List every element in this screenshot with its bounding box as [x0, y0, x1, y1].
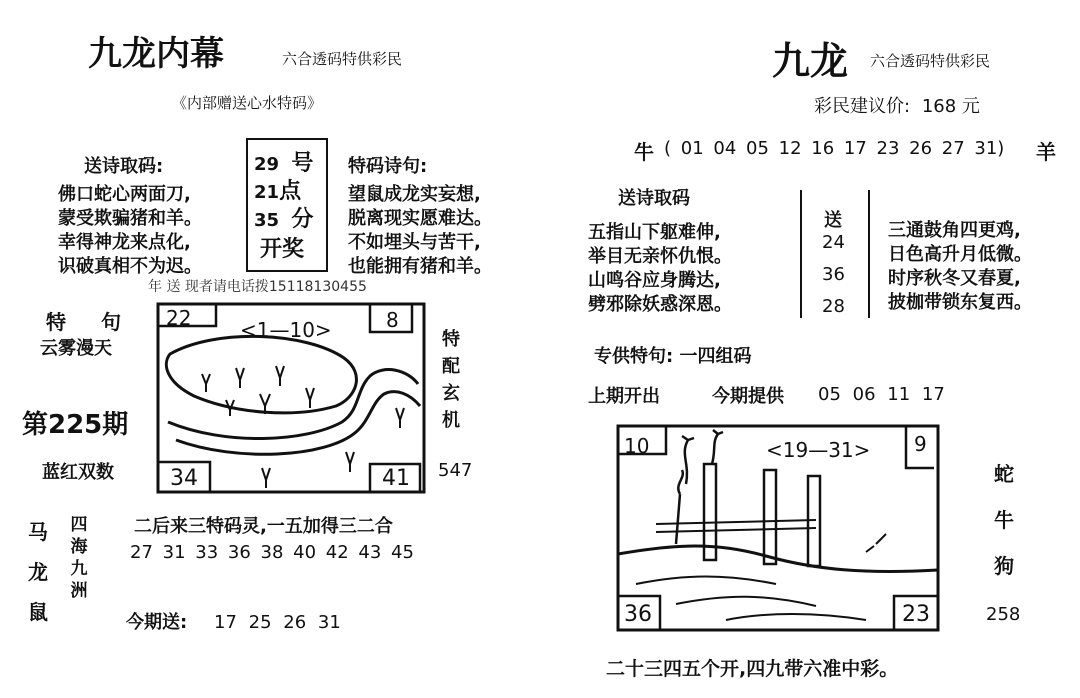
right-sketch-picture — [616, 424, 940, 632]
last-issue-label: 上期开出 — [588, 386, 660, 407]
left-zodiac-rat: 鼠 — [28, 600, 48, 624]
draw-hour-unit: 点 — [279, 179, 302, 204]
left-send-poem-line: 幸得神龙来点化, — [58, 232, 191, 253]
right-pic-bottom-right-number: 23 — [902, 602, 930, 627]
left-special-poem-line: 也能拥有猪和羊。 — [348, 256, 492, 277]
draw-minute-value: 35 — [254, 210, 280, 231]
left-special-poem-line: 望鼠成龙实妄想, — [348, 184, 481, 205]
left-send-poem-line: 蒙受欺骗猪和羊。 — [58, 208, 202, 229]
left-pic-top-left-number: 22 — [166, 306, 192, 330]
left-send-poem-line: 佛口蛇心两面刀, — [58, 184, 191, 205]
left-note: 《内部赠送心水特码》 — [172, 94, 323, 112]
four-seas-vertical: 四海九洲 — [70, 515, 88, 601]
right-title: 九龙 — [772, 38, 849, 83]
price-label: 彩民建议价: — [814, 96, 911, 117]
send-box-right-border — [868, 190, 870, 318]
send-box-number: 24 — [822, 232, 845, 253]
left-special-poem-line: 不如埋头与苦干, — [348, 232, 481, 253]
right-poem2-line: 时序秋冬又春夏, — [888, 268, 1021, 289]
right-send-poem-heading: 送诗取码 — [618, 188, 690, 209]
right-send-poem-line: 举目无亲怀仇恨。 — [588, 246, 732, 267]
left-sketch-picture — [156, 302, 426, 494]
right-send-poem-line: 五指山下躯难伸, — [588, 222, 721, 243]
now-issue-numbers: 05 06 11 17 — [818, 384, 945, 405]
left-special-poem-line: 脱离现实愿难达。 — [348, 208, 492, 229]
left-zodiac-horse: 马 — [28, 520, 48, 544]
right-zodiac-dog: 狗 — [994, 554, 1014, 578]
draw-hour — [254, 174, 301, 205]
right-special-phrase: 专供特句: 一四组码 — [594, 346, 752, 367]
ox-numbers: ( 01 04 05 12 16 17 23 26 27 31) — [664, 138, 1005, 159]
left-send-poem-heading: 送诗取码: — [84, 156, 164, 177]
issue-label: 第225期 — [22, 410, 129, 440]
right-side-number: 258 — [986, 604, 1021, 625]
mystic-number: 547 — [438, 460, 473, 481]
blue-red-label: 蓝红双数 — [42, 462, 114, 483]
draw-minute-unit: 分 — [291, 207, 314, 232]
today-label: 今期送: — [126, 612, 188, 633]
right-poem2-line: 日色高升月低微。 — [888, 244, 1032, 265]
right-pic-top-right-number: 9 — [914, 432, 927, 456]
draw-minute — [254, 202, 313, 233]
today-numbers: 17 25 26 31 — [214, 612, 341, 633]
left-pic-top-right-number: 8 — [386, 308, 399, 332]
right-zodiac-snake: 蛇 — [994, 462, 1014, 486]
draw-label: 开奖 — [260, 237, 305, 262]
left-subtitle: 六合透码特供彩民 — [282, 50, 403, 68]
special-phrase-value: 云雾漫天 — [40, 338, 112, 359]
send-box-number: 36 — [822, 264, 845, 285]
left-zodiac-dragon: 龙 — [28, 560, 48, 584]
right-pic-bottom-left-number: 36 — [624, 602, 652, 627]
right-poem2-line: 披枷带锁东复西。 — [888, 292, 1032, 313]
send-box-left-border — [800, 190, 802, 318]
right-send-poem-line: 劈邪除妖惑深恩。 — [588, 294, 732, 315]
right-bottom-verse: 二十三四五个开,四九带六准中彩。 — [606, 658, 899, 680]
left-verse: 二后来三特码灵,一五加得三二合 — [134, 516, 393, 537]
left-send-poem-line: 识破真相不为迟。 — [58, 256, 202, 277]
draw-issue-unit: 号 — [291, 151, 314, 176]
left-pic-bottom-left-number: 34 — [170, 466, 198, 491]
ox-label: 牛 — [634, 140, 654, 164]
cut-off-line: 年 送 现者请电话拨15118130455 — [148, 279, 367, 295]
right-pic-top-left-number: 10 — [624, 434, 650, 458]
send-box-number: 28 — [822, 296, 845, 317]
draw-hour-value: 21 — [254, 182, 280, 203]
now-issue-label: 今期提供 — [712, 386, 784, 407]
right-zodiac-ox: 牛 — [994, 508, 1014, 532]
left-pic-top-center-range: <1—10> — [240, 318, 332, 342]
left-special-poem-heading: 特码诗句: — [348, 156, 428, 177]
left-pic-bottom-right-number: 41 — [382, 466, 410, 491]
special-mystic-vertical-label: 特配玄机 — [442, 329, 460, 431]
draw-issue-value: 29 — [254, 154, 280, 175]
price-line — [814, 92, 980, 118]
price-value: 168 元 — [921, 96, 980, 117]
left-number-list: 27 31 33 36 38 40 42 43 45 — [130, 542, 414, 563]
goat-label: 羊 — [1036, 140, 1056, 164]
send-box-label: 送 — [824, 210, 842, 231]
special-phrase-label: 特 句 — [46, 310, 135, 334]
draw-issue — [254, 146, 313, 177]
right-send-poem-line: 山鸣谷应身腾达, — [588, 270, 721, 291]
right-subtitle: 六合透码特供彩民 — [870, 52, 991, 70]
left-title: 九龙内幕 — [88, 34, 224, 74]
right-pic-top-center-range: <19—31> — [766, 438, 871, 462]
right-poem2-line: 三通鼓角四更鸡, — [888, 220, 1021, 241]
